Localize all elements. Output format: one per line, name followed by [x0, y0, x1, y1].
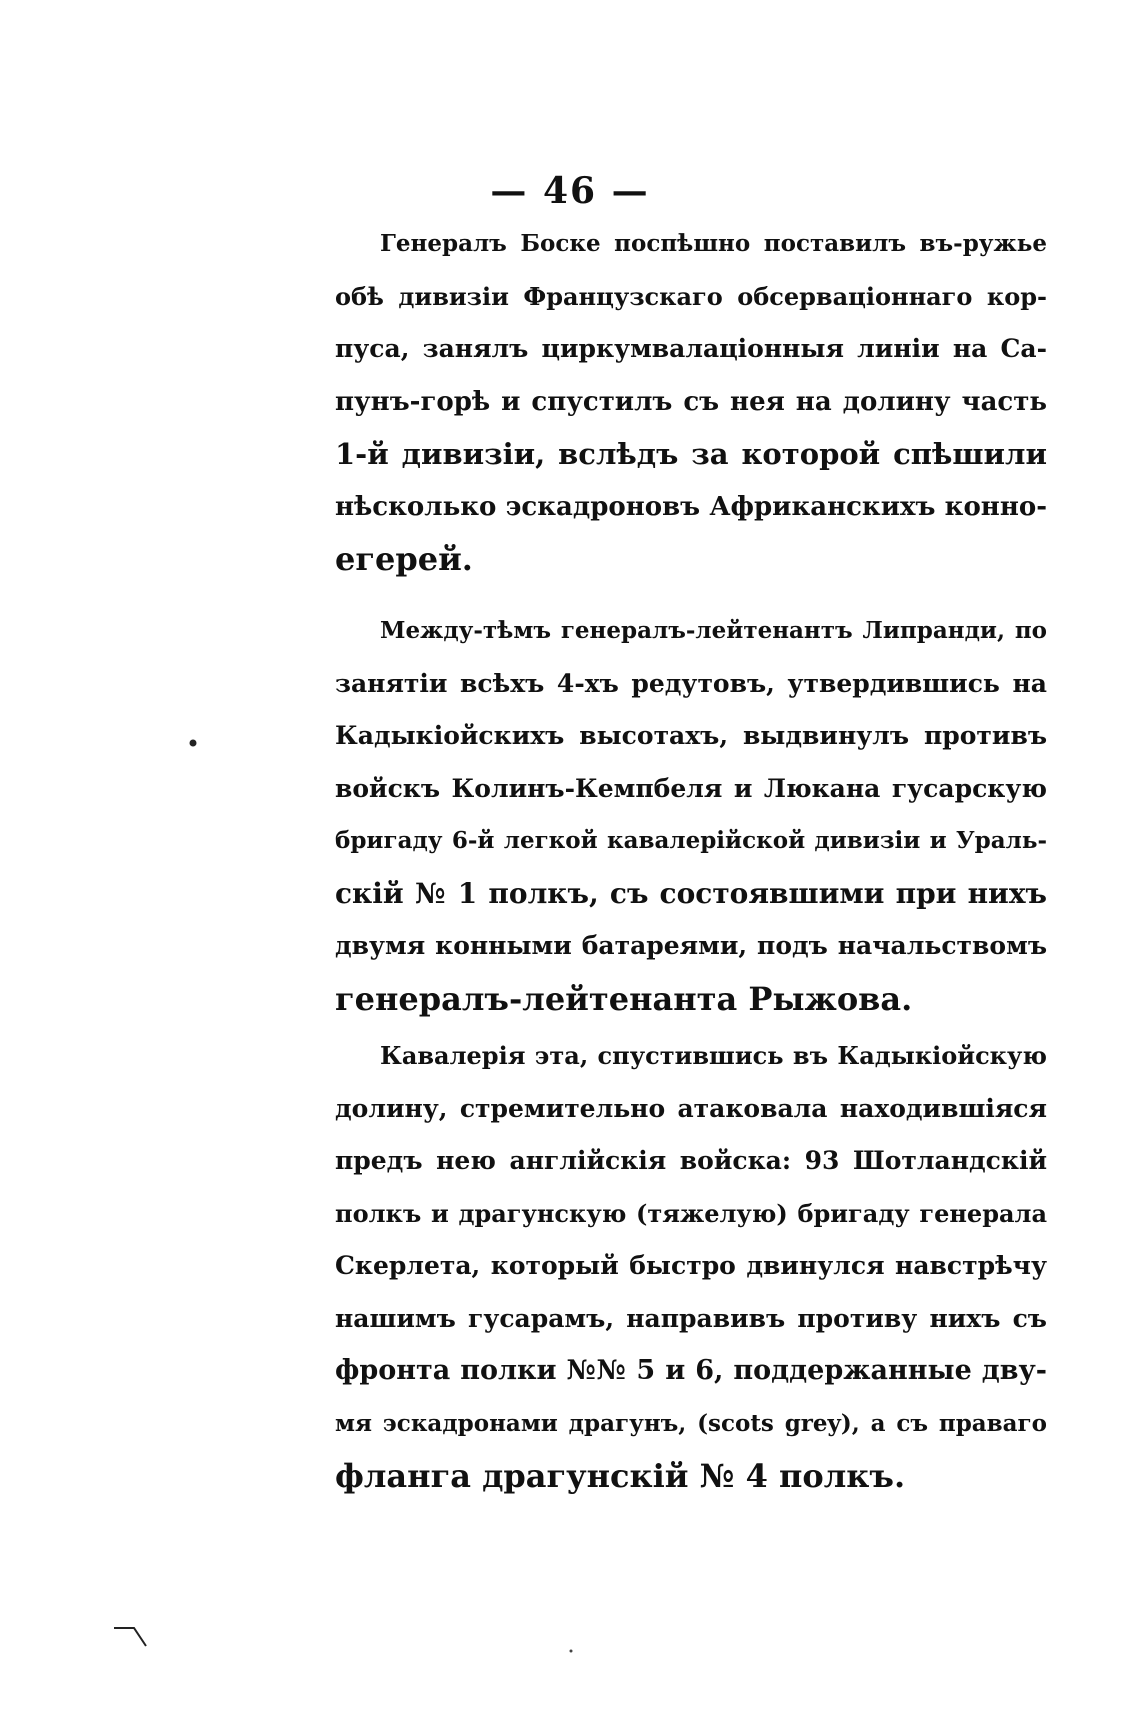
speck-mark	[568, 1648, 574, 1654]
text-line: фланга драгунскій № 4 полкъ.	[335, 1457, 906, 1495]
text-line: занятіи всѣхъ 4-хъ редутовъ, утвердившись на	[335, 668, 1047, 698]
text-line: генералъ-лейтенанта Рыжова.	[335, 979, 913, 1018]
text-line: Генералъ Боске поспѣшно поставилъ въ-ружье	[380, 230, 1047, 257]
text-line: скій № 1 полкъ, съ состоявшими при нихъ	[335, 876, 1047, 910]
text-line: егерей.	[335, 540, 473, 578]
text-line: предъ нею англійскія войска: 93 Шотландскій	[335, 1146, 1047, 1175]
text-line: полкъ и драгунскую (тяжелую) бригаду генерала	[335, 1198, 1047, 1228]
paragraph-1	[335, 218, 1047, 586]
text-line: Кадыкіойскихъ высотахъ, выдвинулъ противъ	[335, 721, 1047, 750]
text-line: пунъ-горѣ и спустилъ съ нея на долину часть	[335, 386, 1047, 417]
margin-dot-mark	[188, 738, 198, 748]
text-line: обѣ дивизіи Французскаго обсерваціоннаго кор-	[335, 281, 1047, 311]
text-line: Скерлета, который быстро двинулся навстрѣчу	[335, 1251, 1047, 1280]
text-line: нашимъ гусарамъ, направивъ противу нихъ съ	[335, 1303, 1047, 1333]
page-number: — 46 —	[490, 170, 650, 212]
text-line: фронта полки №№ 5 и 6, поддержанные дву-	[335, 1355, 1047, 1386]
text-line: Между-тѣмъ генералъ-лейтенантъ Липранди, по	[380, 617, 1047, 644]
text-line: мя эскадронами драгунъ, (scots grey), а съ праваго	[335, 1409, 1047, 1437]
text-line: Кавалерія эта, спустившись въ Кадыкіойскую	[380, 1041, 1047, 1070]
corner-scribble-mark	[112, 1622, 152, 1652]
paragraph-3	[335, 1030, 1047, 1503]
text-line: нѣсколько эскадроновъ Африканскихъ конно-	[335, 491, 1047, 522]
text-line: 1-й дивизіи, вслѣдъ за которой спѣшили	[335, 437, 1047, 471]
text-line: бригаду 6-й легкой кавалерійской дивизіи и Ураль-	[335, 827, 1047, 854]
paragraph-2	[335, 605, 1047, 1025]
text-line: долину, стремительно атаковала находившіяся	[335, 1093, 1047, 1123]
text-line: войскъ Колинъ-Кемпбеля и Люкана гусарскую	[335, 773, 1047, 803]
text-line: пуса, занялъ циркумвалаціонныя линіи на Са-	[335, 334, 1047, 363]
text-line: двумя конными батареями, подъ начальствомъ	[335, 931, 1047, 960]
